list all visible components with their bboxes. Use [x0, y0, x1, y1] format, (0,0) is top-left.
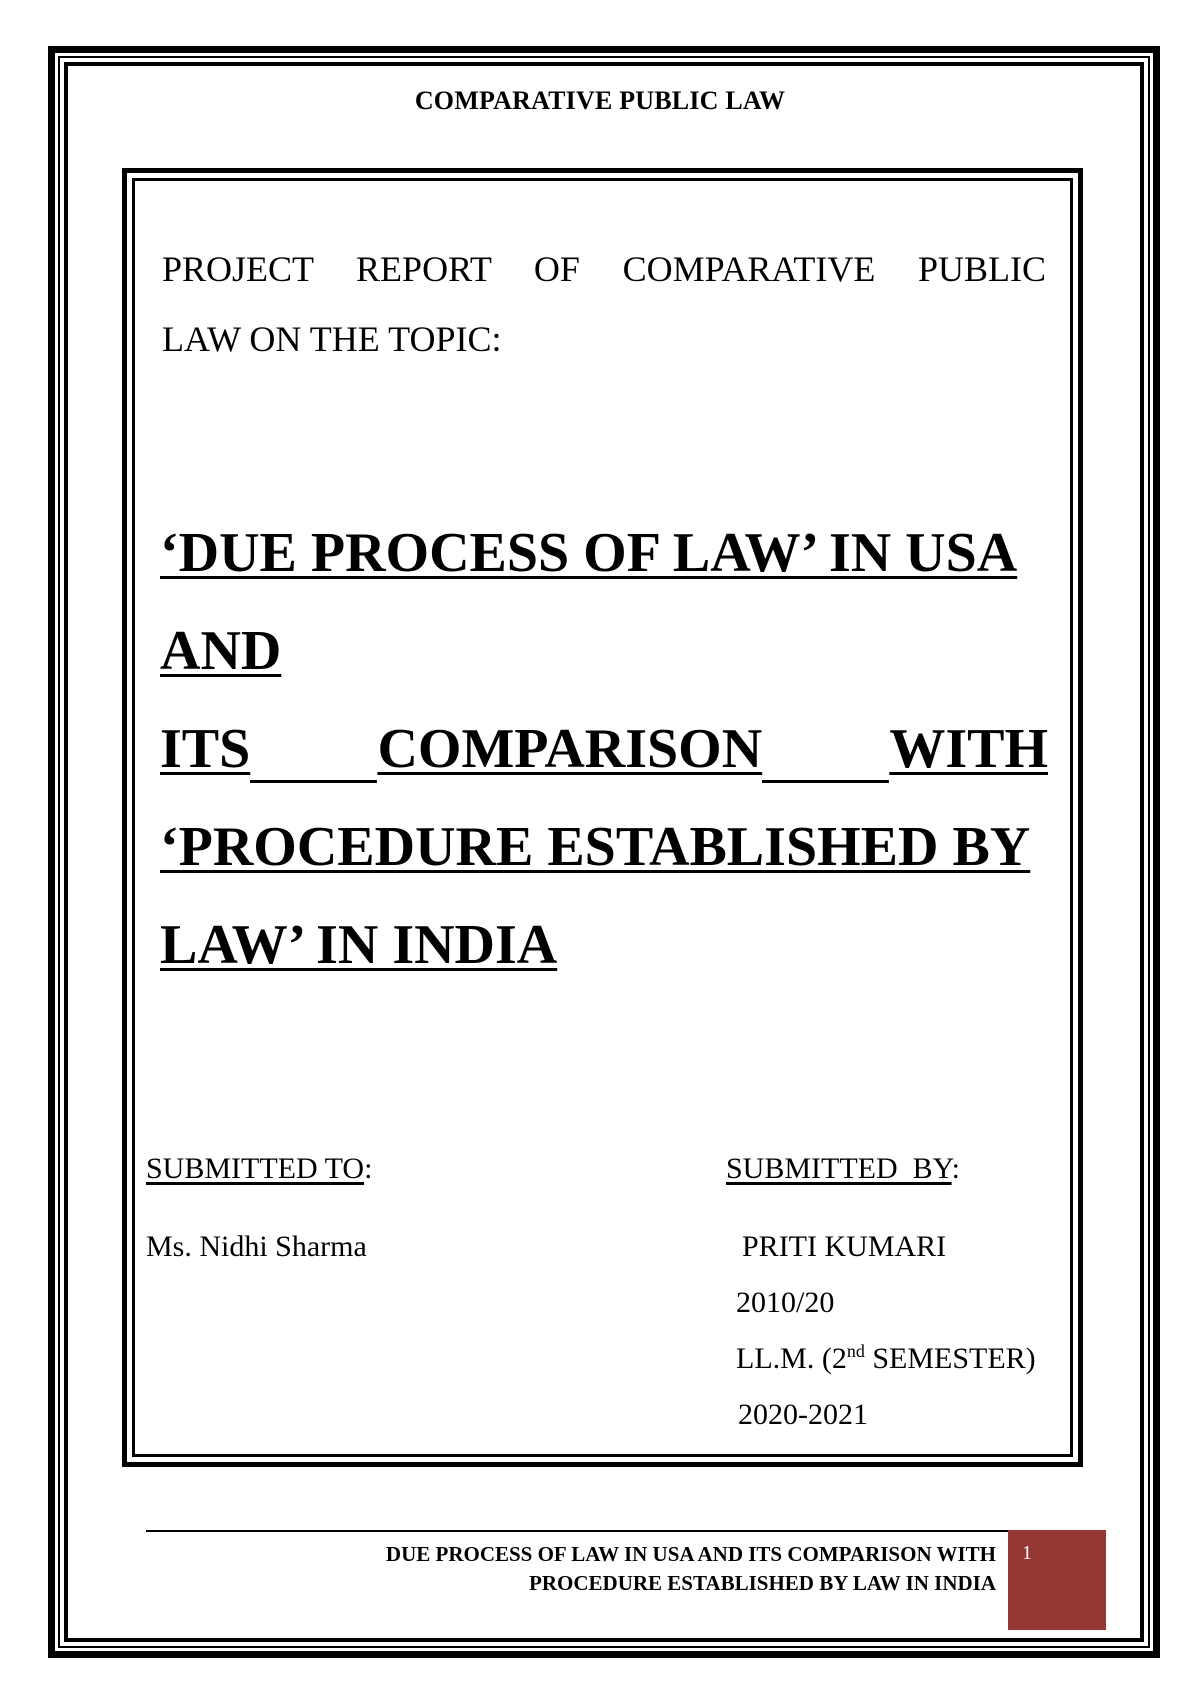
topic-line-3-word-1: ITS: [160, 718, 251, 780]
roll-number: 2010/20: [736, 1286, 835, 1319]
topic-line-3-word-2: COMPARISON: [377, 718, 763, 780]
project-intro: [162, 234, 1046, 374]
topic-line-4-text: ‘PROCEDURE ESTABLISHED BY: [160, 816, 1031, 878]
footer-title: [200, 1540, 996, 1598]
submitted-to-label-text: SUBMITTED TO: [146, 1152, 365, 1185]
submitted-by-label: SUBMITTED BY:: [726, 1152, 960, 1185]
page-number: 1: [1022, 1542, 1032, 1564]
topic-line-3: [160, 700, 1048, 798]
topic-line-1-text: ‘DUE PROCESS OF LAW’ IN USA: [160, 522, 1018, 584]
topic-line-5: [160, 896, 1048, 994]
course: [736, 1342, 1036, 1376]
topic-underline-gap: [762, 780, 889, 783]
project-topic: [160, 504, 1048, 994]
submitted-to-label: SUBMITTED TO:: [146, 1152, 373, 1185]
topic-line-2-text: AND: [160, 620, 282, 682]
topic-line-3-word-3: WITH: [889, 718, 1049, 780]
intro-line-2: LAW ON THE TOPIC:: [162, 319, 502, 359]
intro-line-1: PROJECT REPORT OF COMPARATIVE PUBLIC: [162, 249, 1046, 289]
footer-rule: [146, 1530, 1016, 1532]
submitted-by-label-text: SUBMITTED BY: [726, 1152, 952, 1185]
footer-line-2: PROCEDURE ESTABLISHED BY LAW IN INDIA: [529, 1571, 996, 1595]
topic-line-1: [160, 504, 1048, 602]
topic-line-4: [160, 798, 1048, 896]
student-name: PRITI KUMARI: [742, 1230, 947, 1263]
header-title: COMPARATIVE PUBLIC LAW: [414, 86, 786, 115]
submitted-to-name: Ms. Nidhi Sharma: [146, 1230, 367, 1263]
course-suffix: SEMESTER): [864, 1342, 1036, 1375]
topic-line-2: [160, 602, 1048, 700]
topic-underline-gap: [250, 780, 377, 783]
topic-line-5-text: LAW’ IN INDIA: [160, 914, 558, 976]
session: 2020-2021: [738, 1398, 868, 1431]
course-superscript: nd: [846, 1341, 865, 1361]
course-prefix: LL.M. (2: [736, 1342, 847, 1375]
footer-line-1: DUE PROCESS OF LAW IN USA AND ITS COMPARISON WITH: [385, 1542, 996, 1566]
